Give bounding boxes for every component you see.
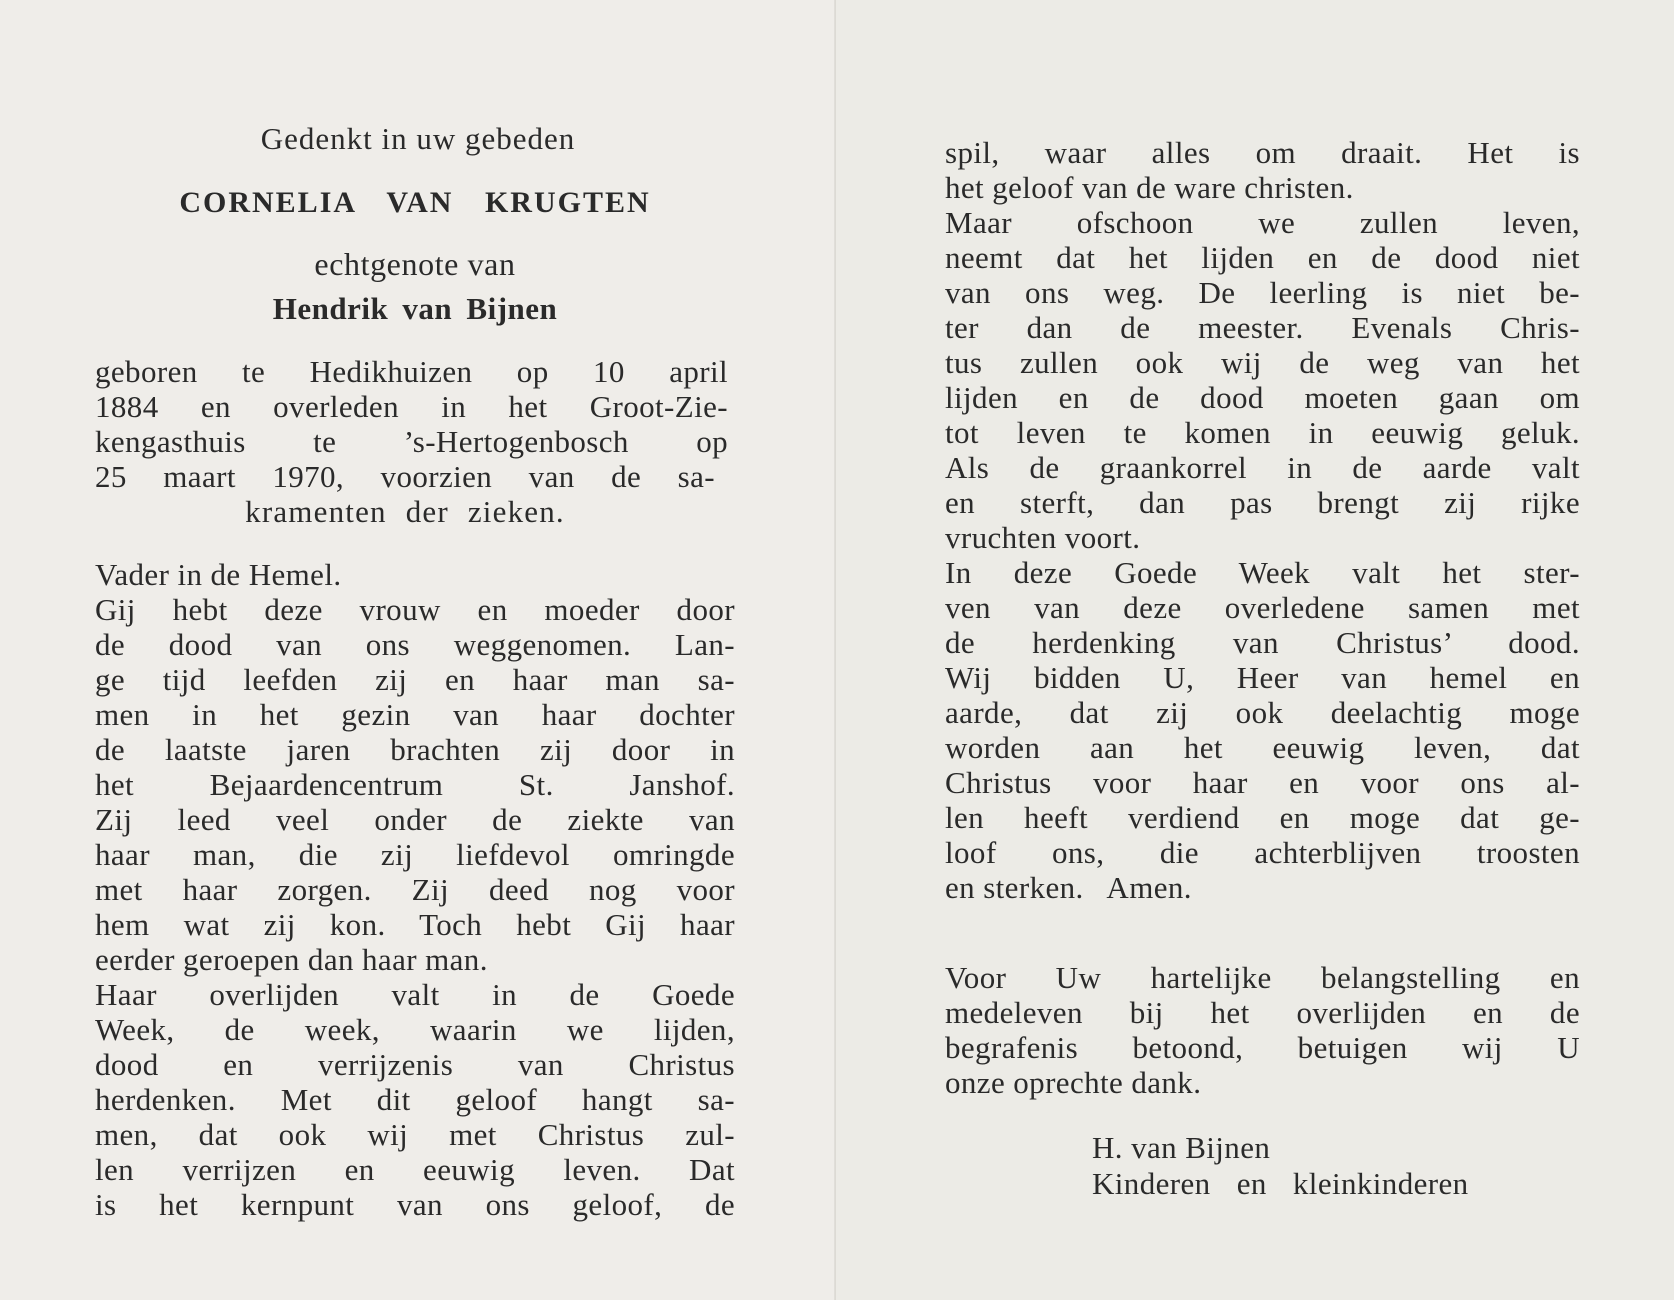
text-line: ge tijd leefden zij en haar man sa- xyxy=(95,662,735,697)
text-line: len verrijzen en eeuwig leven. Dat xyxy=(95,1152,735,1187)
text-line: kengasthuis te ’s-Hertogenbosch op xyxy=(95,424,728,459)
thanks-paragraph xyxy=(945,960,1580,1100)
prayer-paragraph-left xyxy=(95,557,735,1222)
text-line: van ons weg. De leerling is niet be- xyxy=(945,275,1580,310)
text-line: men, dat ook wij met Christus zul- xyxy=(95,1117,735,1152)
text-line: Als de graankorrel in de aarde valt xyxy=(945,450,1580,485)
text-line: hem wat zij kon. Toch hebt Gij haar xyxy=(95,907,735,942)
text-line: de herdenking van Christus’ dood. xyxy=(945,625,1580,660)
text-line: spil, waar alles om draait. Het is xyxy=(945,135,1580,170)
text-line: Christus voor haar en voor ons al- xyxy=(945,765,1580,800)
text-line: de dood van ons weggenomen. Lan- xyxy=(95,627,735,662)
text-line: herdenken. Met dit geloof hangt sa- xyxy=(95,1082,735,1117)
text-line: met haar zorgen. Zij deed nog voor xyxy=(95,872,735,907)
text-line: ven van deze overledene samen met xyxy=(945,590,1580,625)
text-line: haar man, die zij liefdevol omringde xyxy=(95,837,735,872)
left-page xyxy=(0,0,836,1300)
text-line: begrafenis betoond, betuigen wij U xyxy=(945,1030,1580,1065)
text-line: Vader in de Hemel. xyxy=(95,557,342,592)
text-line: aarde, dat zij ook deelachtig moge xyxy=(945,695,1580,730)
text-line: geboren te Hedikhuizen op 10 april xyxy=(95,354,728,389)
text-line: medeleven bij het overlijden en de xyxy=(945,995,1580,1030)
text-line: Week, de week, waarin we lijden, xyxy=(95,1012,735,1047)
text-line: het geloof van de ware christen. xyxy=(945,170,1354,205)
text-line: Maar ofschoon we zullen leven, xyxy=(945,205,1580,240)
intro-text: Gedenkt in uw gebeden xyxy=(260,121,576,156)
text-line: onze oprechte dank. xyxy=(945,1065,1202,1100)
deceased-name: CORNELIA VAN KRUGTEN xyxy=(179,186,651,219)
text-line: 1884 en overleden in het Groot-Zie- xyxy=(95,389,728,424)
text-line: men in het gezin van haar dochter xyxy=(95,697,735,732)
text-line: tot leven te komen in eeuwig geluk. xyxy=(945,415,1580,450)
text-line: Gij hebt deze vrouw en moeder door xyxy=(95,592,735,627)
text-line: en sterft, dan pas brengt zij rijke xyxy=(945,485,1580,520)
text-line: Zij leed veel onder de ziekte van xyxy=(95,802,735,837)
text-line: 25 maart 1970, voorzien van de sa- xyxy=(95,459,715,494)
text-line: tus zullen ook wij de weg van het xyxy=(945,345,1580,380)
signature-name: H. van Bijnen xyxy=(1092,1130,1271,1165)
spouse-name: Hendrik van Bijnen xyxy=(272,291,558,326)
text-line: len heeft verdiend en moge dat ge- xyxy=(945,800,1580,835)
text-line: lijden en de dood moeten gaan om xyxy=(945,380,1580,415)
text-line: het Bejaardencentrum St. Janshof. xyxy=(95,767,735,802)
text-line: en sterken. Amen. xyxy=(945,870,1192,905)
text-line: Haar overlijden valt in de Goede xyxy=(95,977,735,1012)
text-line: kramenten der zieken. xyxy=(245,494,565,529)
text-line: eerder geroepen dan haar man. xyxy=(95,942,488,977)
text-line: neemt dat het lijden en de dood niet xyxy=(945,240,1580,275)
birth-death-paragraph xyxy=(95,354,728,529)
text-line: vruchten voort. xyxy=(945,520,1141,555)
text-line: Wij bidden U, Heer van hemel en xyxy=(945,660,1580,695)
text-line: Voor Uw hartelijke belangstelling en xyxy=(945,960,1580,995)
text-line: is het kernpunt van ons geloof, de xyxy=(95,1187,735,1222)
signature-family: Kinderen en kleinkinderen xyxy=(1092,1166,1469,1201)
text-line: dood en verrijzenis van Christus xyxy=(95,1047,735,1082)
text-line: In deze Goede Week valt het ster- xyxy=(945,555,1580,590)
text-line: ter dan de meester. Evenals Chris- xyxy=(945,310,1580,345)
text-line: loof ons, die achterblijven troosten xyxy=(945,835,1580,870)
text-line: worden aan het eeuwig leven, dat xyxy=(945,730,1580,765)
text-line: de laatste jaren brachten zij door in xyxy=(95,732,735,767)
prayer-paragraph-right xyxy=(945,135,1580,905)
relation-text: echtgenote van xyxy=(314,246,516,282)
signature-block xyxy=(1092,1130,1469,1202)
